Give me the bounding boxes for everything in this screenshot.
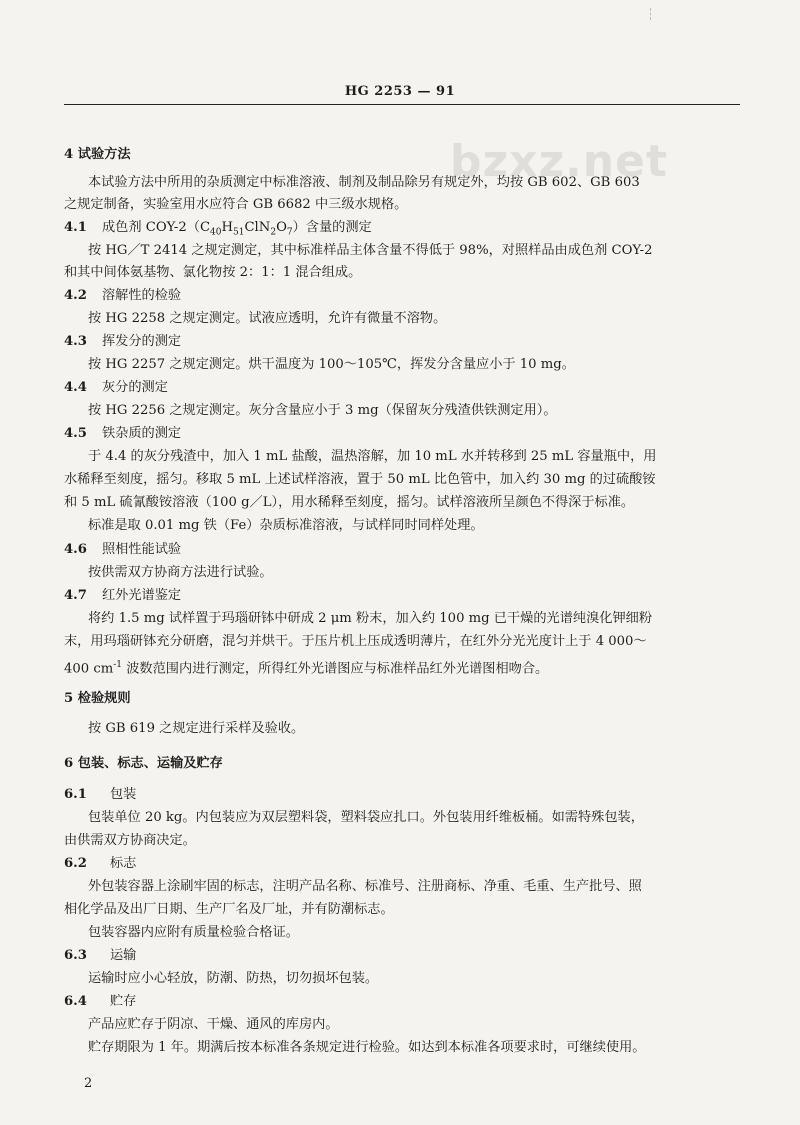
section-4-5-number: 4.5: [64, 426, 87, 441]
section-5-line-1: 按 GB 619 之规定进行采样及验收。: [88, 721, 305, 736]
section-4-1-number: 4.1: [64, 220, 87, 235]
section-4-1-title-part: ClN: [244, 220, 271, 235]
section-6-1-line-1: 包装单位 20 kg。内包装应为双层塑料袋，塑料袋应扎口。外包装用纤维板桶。如需特殊包装，: [88, 810, 644, 825]
section-4-1-line-1: 按 HG／T 2414 之规定测定，其中标准样品主体含量不得低于 98%，对照样品由成色剂 COY-2: [88, 243, 653, 258]
section-6-title: 6 包装、标志、运输及贮存: [64, 756, 223, 771]
section-4-5-line-3: 和 5 mL 硫氰酸铵溶液（100 g／L），用水稀释至刻度，摇匀。试样溶液所呈颜色不得深于标准。: [64, 495, 635, 510]
section-4-1-title-part: H: [221, 220, 234, 235]
section-4-7-heading: [64, 587, 181, 605]
section-6-3-number: 6.3: [64, 948, 87, 963]
section-4-4-heading: [64, 379, 168, 397]
section-6-3-title: 运输: [110, 948, 137, 963]
section-6-2-heading: [64, 855, 136, 873]
section-4-1-title-part: 成色剂 COY-2（C: [102, 220, 211, 235]
section-6-1-title: 包装: [110, 787, 137, 802]
section-6-4-line-2: 贮存期限为 1 年。期满后按本标准各条规定进行检验。如达到本标准各项要求时，可继续使用。: [88, 1040, 646, 1055]
section-6-4-line-1: 产品应贮存于阴凉、干燥、通风的库房内。: [88, 1017, 339, 1032]
section-4-3-title: 挥发分的测定: [102, 334, 182, 349]
page-header: HG 2253 — 91: [344, 84, 456, 99]
watermark: bzxz.net: [450, 136, 669, 187]
header-rule: [64, 104, 740, 105]
section-4-1-line-2: 和其中间体氨基物、氯化物按 2：1：1 混合组成。: [64, 265, 362, 280]
section-6-1-heading: [64, 786, 136, 804]
section-4-1-heading: [64, 219, 372, 242]
formula-subscript: 7: [286, 227, 293, 238]
section-6-2-number: 6.2: [64, 856, 87, 871]
section-4-1-title-part: O: [276, 220, 287, 235]
section-6-2-line-2: 相化学品及出厂日期、生产厂名及厂址，并有防潮标志。: [64, 902, 394, 917]
section-4-6-title: 照相性能试验: [102, 542, 182, 557]
formula-subscript: 2: [270, 227, 277, 238]
section-4-intro-line-1: 本试验方法中所用的杂质测定中标准溶液、制剂及制品除另有规定外，均按 GB 602、GB 603: [88, 175, 640, 190]
section-4-intro-line-2: 之规定制备，实验室用水应符合 GB 6682 中三级水规格。: [64, 197, 408, 212]
section-6-3-line-1: 运输时应小心轻放，防潮、防热，切勿损坏包装。: [88, 971, 379, 986]
section-4-5-line-2: 水稀释至刻度，摇匀。移取 5 mL 上述试样溶液，置于 50 mL 比色管中，加入约 30 mg 的过硫酸铵: [64, 472, 656, 487]
section-4-title: 4 试验方法: [64, 147, 131, 162]
section-4-1-title-part: ）含量的测定: [292, 220, 372, 235]
section-4-2-number: 4.2: [64, 288, 87, 303]
section-6-2-line-3: 包装容器内应附有质量检验合格证。: [88, 925, 299, 940]
scan-artifact: [650, 8, 800, 20]
section-4-2-line-1: 按 HG 2258 之规定测定。试液应透明，允许有微量不溶物。: [88, 311, 447, 326]
section-4-5-title: 铁杂质的测定: [102, 426, 182, 441]
section-6-4-title: 贮存: [110, 994, 137, 1009]
section-6-1-line-2: 由供需双方协商决定。: [64, 833, 196, 848]
section-4-5-line-4: 标准是取 0.01 mg 铁（Fe）杂质标准溶液，与试样同时同样处理。: [88, 518, 484, 533]
section-6-1-number: 6.1: [64, 787, 87, 802]
section-4-4-number: 4.4: [64, 380, 87, 395]
section-4-3-number: 4.3: [64, 334, 87, 349]
section-4-7-line-3: [64, 656, 548, 678]
section-6-3-heading: [64, 947, 136, 965]
page-number: 2: [84, 1076, 93, 1091]
section-4-5-heading: [64, 425, 181, 443]
section-4-6-heading: [64, 541, 181, 559]
section-6-2-title: 标志: [110, 856, 137, 871]
section-4-6-line-1: 按供需双方协商方法进行试验。: [88, 565, 273, 580]
section-4-2-heading: [64, 287, 181, 305]
section-4-3-heading: [64, 333, 181, 351]
section-4-7-title: 红外光谱鉴定: [102, 588, 182, 603]
section-4-2-title: 溶解性的检验: [102, 288, 182, 303]
formula-subscript: 40: [210, 227, 222, 238]
section-6-2-line-1: 外包装容器上涂刷牢固的标志，注明产品名称、标准号、注册商标、净重、毛重、生产批号、照: [88, 879, 642, 894]
section-4-7-line-1: 将约 1.5 mg 试样置于玛瑙研钵中研成 2 μm 粉末，加入约 100 mg 已干燥的光谱纯溴化钾细粉: [88, 611, 653, 626]
unit-superscript: -1: [113, 660, 123, 670]
section-4-7-line-2: 末，用玛瑙研钵充分研磨，混匀并烘干。于压片机上压成透明薄片，在红外分光光度计上于 4 000～: [64, 634, 647, 649]
section-4-4-line-1: 按 HG 2256 之规定测定。灰分含量应小于 3 mg（保留灰分残渣供铁测定用）。: [88, 403, 557, 418]
section-5-title: 5 检验规则: [64, 691, 131, 706]
section-4-7-number: 4.7: [64, 588, 87, 603]
section-4-5-line-1: 于 4.4 的灰分残渣中，加入 1 mL 盐酸，温热溶解，加 10 mL 水并转移到 25 mL 容量瓶中，用: [88, 449, 657, 464]
formula-subscript: 51: [233, 227, 245, 238]
section-4-4-title: 灰分的测定: [102, 380, 168, 395]
section-4-7-line-3-text: 波数范围内进行测定，所得红外光谱图应与标准样品红外光谱图相吻合。: [122, 661, 549, 677]
section-6-4-number: 6.4: [64, 994, 87, 1009]
section-4-3-line-1: 按 HG 2257 之规定测定。烘干温度为 100～105℃，挥发分含量应小于 10 mg。: [88, 357, 575, 372]
wavenumber-unit: 400 cm: [64, 661, 114, 677]
section-4-6-number: 4.6: [64, 542, 87, 557]
section-6-4-heading: [64, 993, 136, 1011]
